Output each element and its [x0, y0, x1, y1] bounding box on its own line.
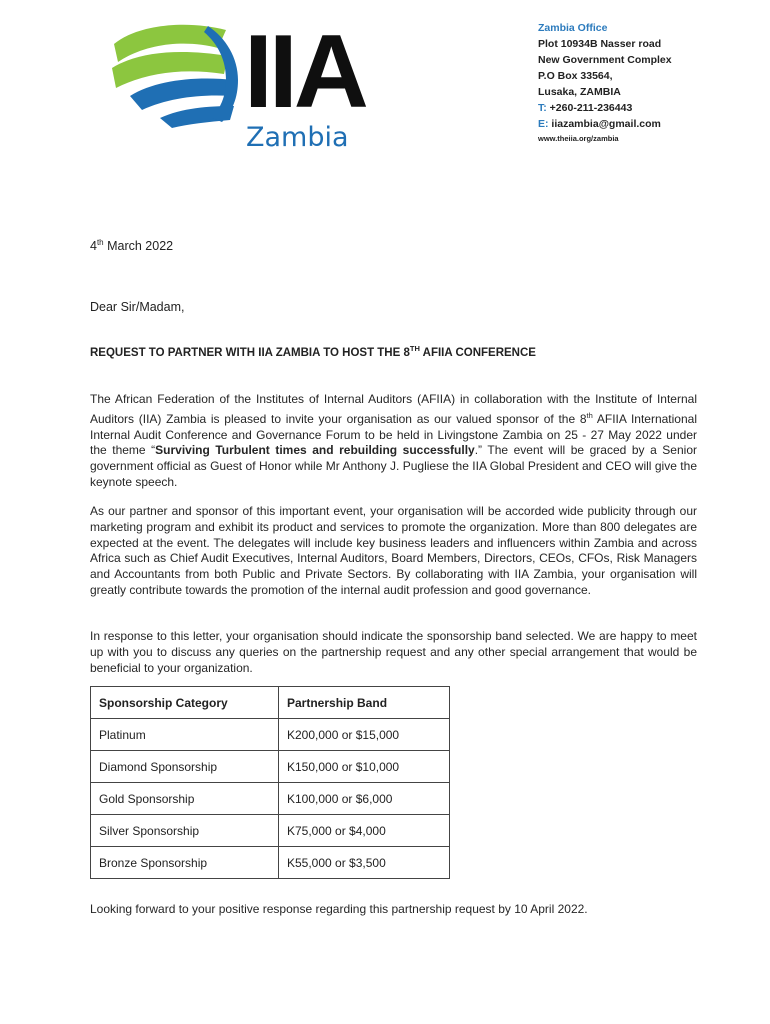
iia-zambia-logo [108, 14, 378, 158]
address-line: New Government Complex [538, 54, 672, 66]
band-cell: K150,000 or $10,000 [279, 751, 450, 783]
table-row [91, 783, 450, 815]
email-line [538, 116, 672, 132]
category-cell: Diamond Sponsorship [91, 751, 279, 783]
table-row [91, 719, 450, 751]
band-cell: K75,000 or $4,000 [279, 815, 450, 847]
address-line: Plot 10934B Nasser road [538, 38, 662, 50]
band-cell: K100,000 or $6,000 [279, 783, 450, 815]
salutation: Dear Sir/Madam, [90, 300, 185, 314]
table-row [91, 847, 450, 879]
column-header: Partnership Band [279, 687, 450, 719]
category-cell: Gold Sponsorship [91, 783, 279, 815]
phone-number: +260-211-236443 [549, 102, 633, 114]
subject-line: REQUEST TO PARTNER WITH IIA ZAMBIA TO HOST THE 8TH AFIIA CONFERENCE [90, 344, 536, 359]
category-cell: Bronze Sponsorship [91, 847, 279, 879]
paragraph-invitation: The African Federation of the Institutes of Internal Auditors (AFIIA) in collaboration with the Institute of Internal Auditors (IIA) Zambia is pleased to invite your organisation as our valued sponsor of the 8th AFIIA International Internal Audit Conference and Governance Forum to be held in Livingstone Zambia on 25 - 27 May 2022 under the theme “Surviving Turbulent times and rebuilding successfully.” The event will be graced by a Senior government official as Guest of Honor while Mr Anthony J. Pugliese the IIA Global President and CEO will give the keynote speech. [90, 392, 697, 489]
closing-line: Looking forward to your positive response regarding this partnership request by 10 April 2022. [90, 902, 588, 916]
globe-swoosh-icon [108, 18, 243, 128]
address-line: Lusaka, ZAMBIA [538, 86, 621, 98]
letter-date: 4th March 2022 [90, 238, 174, 254]
email-label: E: [538, 118, 549, 130]
table-row [91, 751, 450, 783]
logo-subtitle: Zambia [246, 122, 349, 153]
office-address [538, 20, 672, 146]
band-cell: K55,000 or $3,500 [279, 847, 450, 879]
logo-wordmark: IIA [244, 14, 365, 130]
address-line: P.O Box 33564, [538, 70, 613, 82]
email-link[interactable]: iiazambia@gmail.com [551, 118, 661, 130]
band-cell: K200,000 or $15,000 [279, 719, 450, 751]
paragraph-response: In response to this letter, your organisation should indicate the sponsorship band selected. We are happy to meet up with you to discuss any queries on the partnership request and any other special arrangement that would be beneficial to your organization. [90, 629, 697, 675]
sponsorship-table [90, 686, 450, 879]
phone-label: T: [538, 102, 547, 114]
category-cell: Platinum [91, 719, 279, 751]
table-header-row [91, 687, 450, 719]
conference-theme: Surviving Turbulent times and rebuilding successfully [155, 443, 475, 458]
table-row [91, 815, 450, 847]
category-cell: Silver Sponsorship [91, 815, 279, 847]
paragraph-benefits: As our partner and sponsor of this important event, your organisation will be accorded wide publicity through our marketing program and exhibit its product and services to promote the organization. More than 800 delegates are expected at the event. The delegates will include key business leaders and influencers within Zambia and across Africa such as Chief Audit Executives, Internal Auditors, Board Members, Directors, CEOs, CFOs, Risk Managers and Accountants from both Public and Private Sectors. By collaborating with IIA Zambia, your organisation will greatly contribute towards the promotion of the internal audit profession and good governance. [90, 504, 697, 597]
phone-line [538, 100, 672, 116]
website-link[interactable]: www.theiia.org/zambia [538, 134, 619, 143]
office-name: Zambia Office [538, 22, 608, 34]
column-header: Sponsorship Category [91, 687, 279, 719]
